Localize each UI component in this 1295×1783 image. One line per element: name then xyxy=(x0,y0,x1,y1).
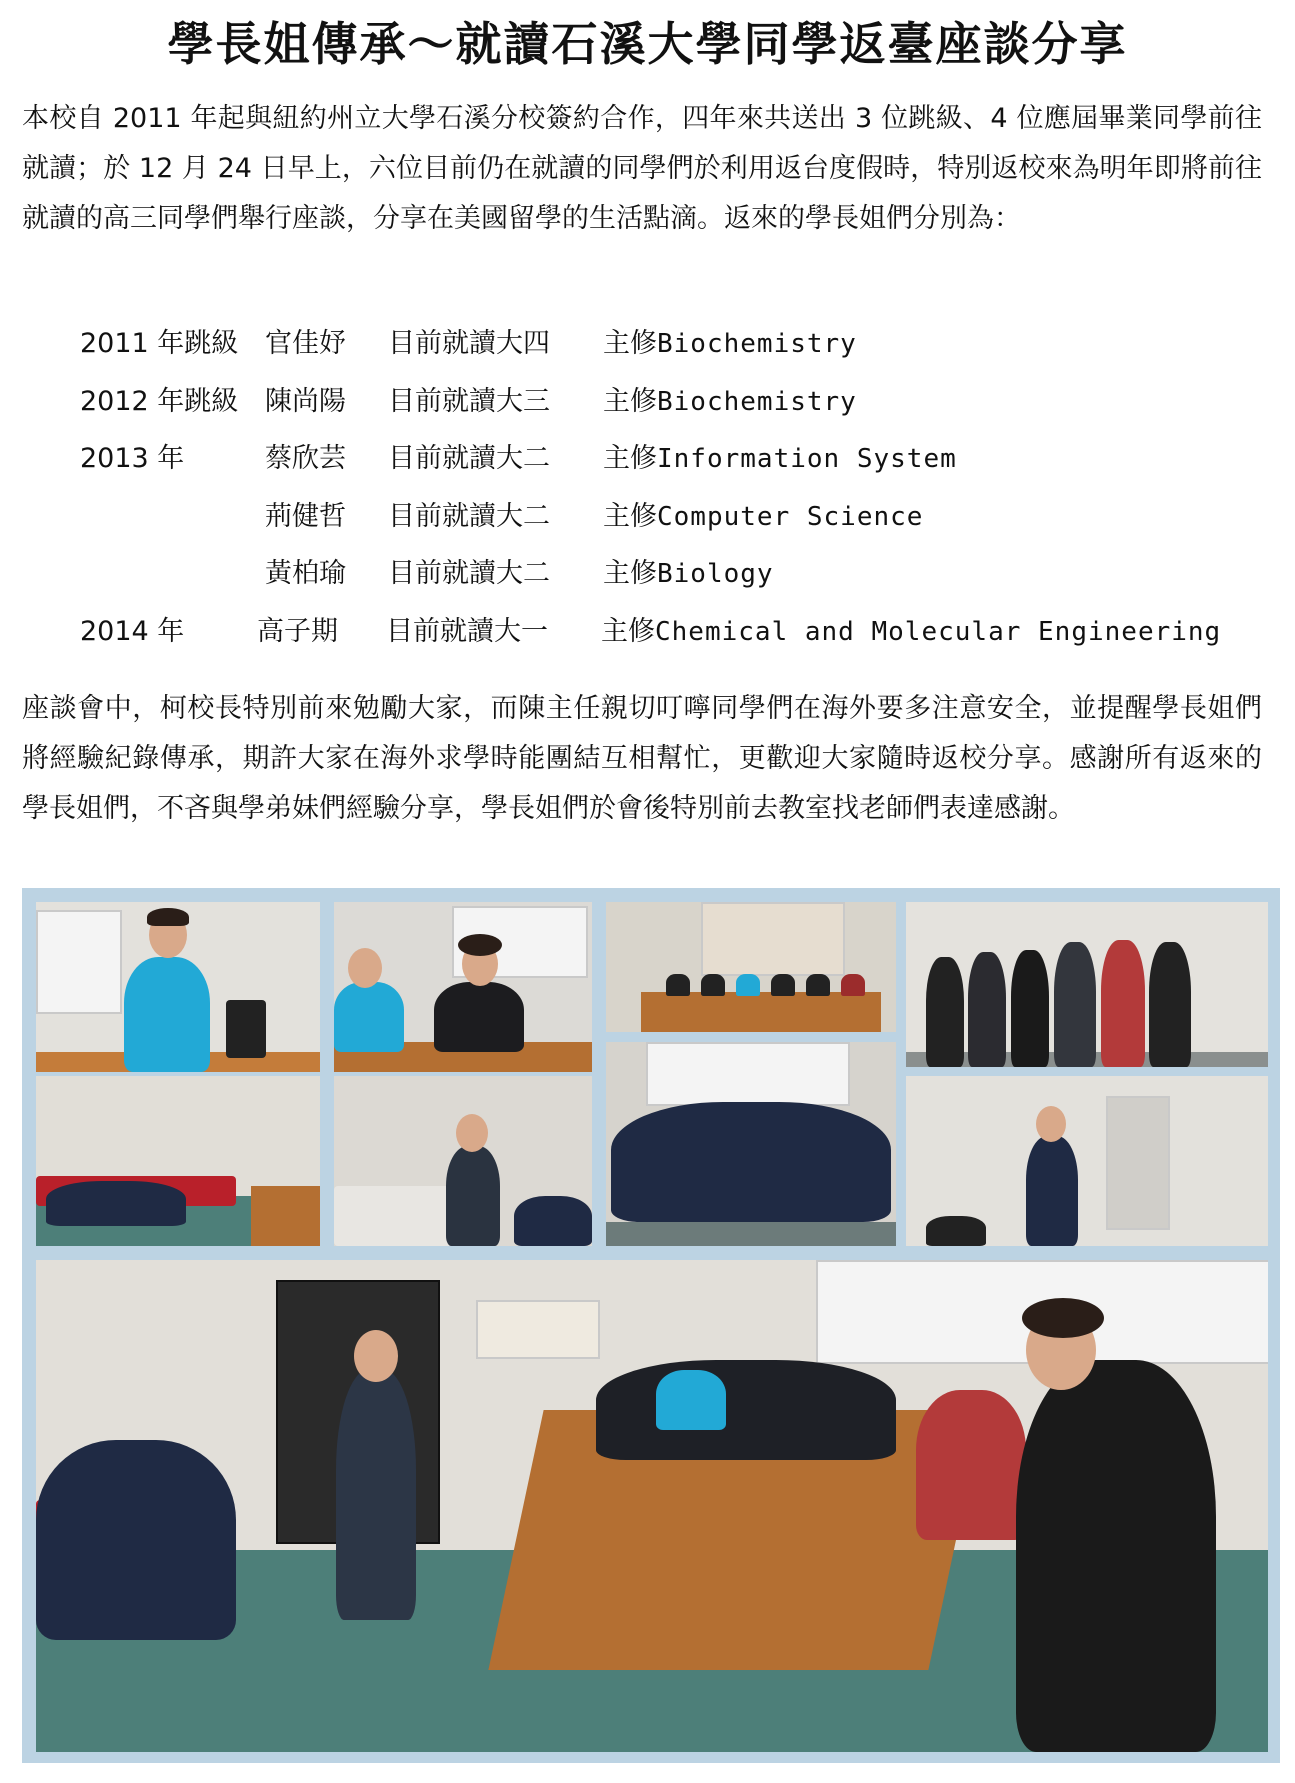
page-title: 學長姐傳承～就讀石溪大學同學返臺座談分享 xyxy=(167,17,1128,71)
seated-students xyxy=(36,1440,236,1640)
roster-name: 蔡欣芸 xyxy=(265,443,346,474)
student-figure xyxy=(916,1390,1026,1540)
roster-status: 目前就讀大三 xyxy=(388,385,550,417)
roster-row xyxy=(80,322,1230,380)
electrical-panel xyxy=(476,1300,600,1359)
student-figure xyxy=(1011,950,1049,1067)
student-figure xyxy=(656,1370,726,1430)
roster-major-name: Information System xyxy=(657,444,957,474)
roster-major-prefix: 主修 xyxy=(603,328,657,359)
panel-desk xyxy=(641,992,881,1032)
roster-major xyxy=(601,610,1221,654)
photo-speaker-blue-jacket xyxy=(36,902,320,1072)
roster-status: 目前就讀大一 xyxy=(386,615,548,647)
student-figure xyxy=(1101,940,1145,1067)
seated-students xyxy=(514,1196,592,1246)
roster-name: 黃柏瑜 xyxy=(265,558,346,589)
roster-name: 荊健哲 xyxy=(265,500,346,532)
roster-year: 2014 年 xyxy=(80,615,185,647)
student-figure xyxy=(334,982,404,1052)
roster-row xyxy=(80,610,1230,668)
roster-row xyxy=(80,380,1230,438)
roster-major-prefix: 主修 xyxy=(601,615,655,647)
intro-paragraph: 本校自 2011 年起與紐約州立大學石溪分校簽約合作，四年來共送出 3 位跳級、4 位應屆畢業同學前往就讀；於 12 月 24 日早上，六位目前仍在就讀的同學們於利用返台度假時，特別返校來為明年即將前往就讀的高三同學們舉行座談，分享在美國留學的生活點滴。返來的學長姐們分別為： xyxy=(22,103,1262,234)
roster-major xyxy=(603,322,857,366)
student-figure xyxy=(968,952,1006,1067)
photo-gallery xyxy=(22,888,1280,1763)
student-figure xyxy=(736,974,760,996)
student-figure xyxy=(1026,1136,1078,1246)
student-figure xyxy=(926,957,964,1067)
seated-students xyxy=(46,1181,186,1226)
photo-uniform-group xyxy=(606,1042,896,1246)
roster-major-name: Biology xyxy=(657,559,774,589)
photo-auditorium-seats xyxy=(36,1076,320,1246)
student-figure xyxy=(771,974,795,996)
student-face xyxy=(348,948,382,988)
student-figure xyxy=(434,982,524,1052)
projector-screen xyxy=(701,902,845,976)
roster-year: 2011 年跳級 xyxy=(80,328,239,359)
roster-row xyxy=(80,495,1230,553)
student-figure xyxy=(124,957,210,1072)
roster-major xyxy=(603,437,957,481)
photo-panel-wide xyxy=(606,902,896,1032)
student-figure xyxy=(806,974,830,996)
roster-major-prefix: 主修 xyxy=(603,385,657,417)
roster-year: 2013 年 xyxy=(80,443,185,474)
roster-name: 高子期 xyxy=(257,615,338,647)
roster-name: 陳尚陽 xyxy=(265,385,346,417)
roster-major xyxy=(603,495,923,539)
student-face xyxy=(1036,1106,1066,1142)
student-face xyxy=(456,1114,488,1152)
roster-major-name: Chemical and Molecular Engineering xyxy=(655,616,1222,647)
roster-status: 目前就讀大二 xyxy=(388,500,550,532)
standing-group xyxy=(611,1102,891,1222)
student-hair xyxy=(458,934,502,956)
roster-major-name: Computer Science xyxy=(657,501,924,532)
student-figure xyxy=(841,974,865,996)
projector-screen xyxy=(36,910,122,1014)
roster-status: 目前就讀大二 xyxy=(388,558,550,589)
student-figure xyxy=(1054,942,1096,1067)
student-figure xyxy=(701,974,725,996)
roster-major-name: Biochemistry xyxy=(657,329,857,359)
roster-major-prefix: 主修 xyxy=(603,558,657,589)
roster-status: 目前就讀大四 xyxy=(388,328,550,359)
roster-major xyxy=(603,380,857,424)
principal-face xyxy=(354,1330,398,1382)
desk xyxy=(251,1186,320,1246)
photo-student-standing xyxy=(906,1076,1268,1246)
white-seats xyxy=(334,1186,464,1246)
panel-students xyxy=(596,1360,896,1460)
student-figure xyxy=(1149,942,1191,1067)
floor xyxy=(606,1222,896,1246)
roster-name: 官佳妤 xyxy=(265,328,346,359)
principal-figure xyxy=(336,1370,416,1620)
doorway xyxy=(1106,1096,1170,1230)
student-hair xyxy=(1022,1298,1104,1338)
roster-row xyxy=(80,552,1230,610)
roster-major-prefix: 主修 xyxy=(603,443,657,474)
chair xyxy=(226,1000,266,1058)
photo-group-standing xyxy=(906,902,1268,1067)
student-hair xyxy=(147,908,189,926)
roster-major-prefix: 主修 xyxy=(603,500,657,532)
projector-screen xyxy=(646,1042,850,1106)
student-figure xyxy=(1016,1360,1216,1752)
student-figure xyxy=(666,974,690,996)
roster-row xyxy=(80,437,1230,495)
alumni-roster xyxy=(80,322,1230,667)
photo-principal-speaking xyxy=(36,1260,1268,1752)
roster-year: 2012 年跳級 xyxy=(80,385,239,417)
roster-major-name: Biochemistry xyxy=(657,386,857,417)
roster-major xyxy=(603,552,774,596)
student-figure xyxy=(446,1146,500,1246)
closing-paragraph: 座談會中，柯校長特別前來勉勵大家，而陳主任親切叮嚀同學們在海外要多注意安全，並提醒學長姐們將經驗紀錄傳承，期許大家在海外求學時能團結互相幫忙，更歡迎大家隨時返校分享。感謝所有返來的學長姐們，不吝與學弟妹們經驗分享，學長姐們於會後特別前去教室找老師們表達感謝。 xyxy=(22,693,1262,824)
photo-student-speaking xyxy=(334,1076,592,1246)
photo-two-students-desk xyxy=(334,902,592,1072)
roster-status: 目前就讀大二 xyxy=(388,443,550,474)
seated-students xyxy=(926,1216,986,1246)
